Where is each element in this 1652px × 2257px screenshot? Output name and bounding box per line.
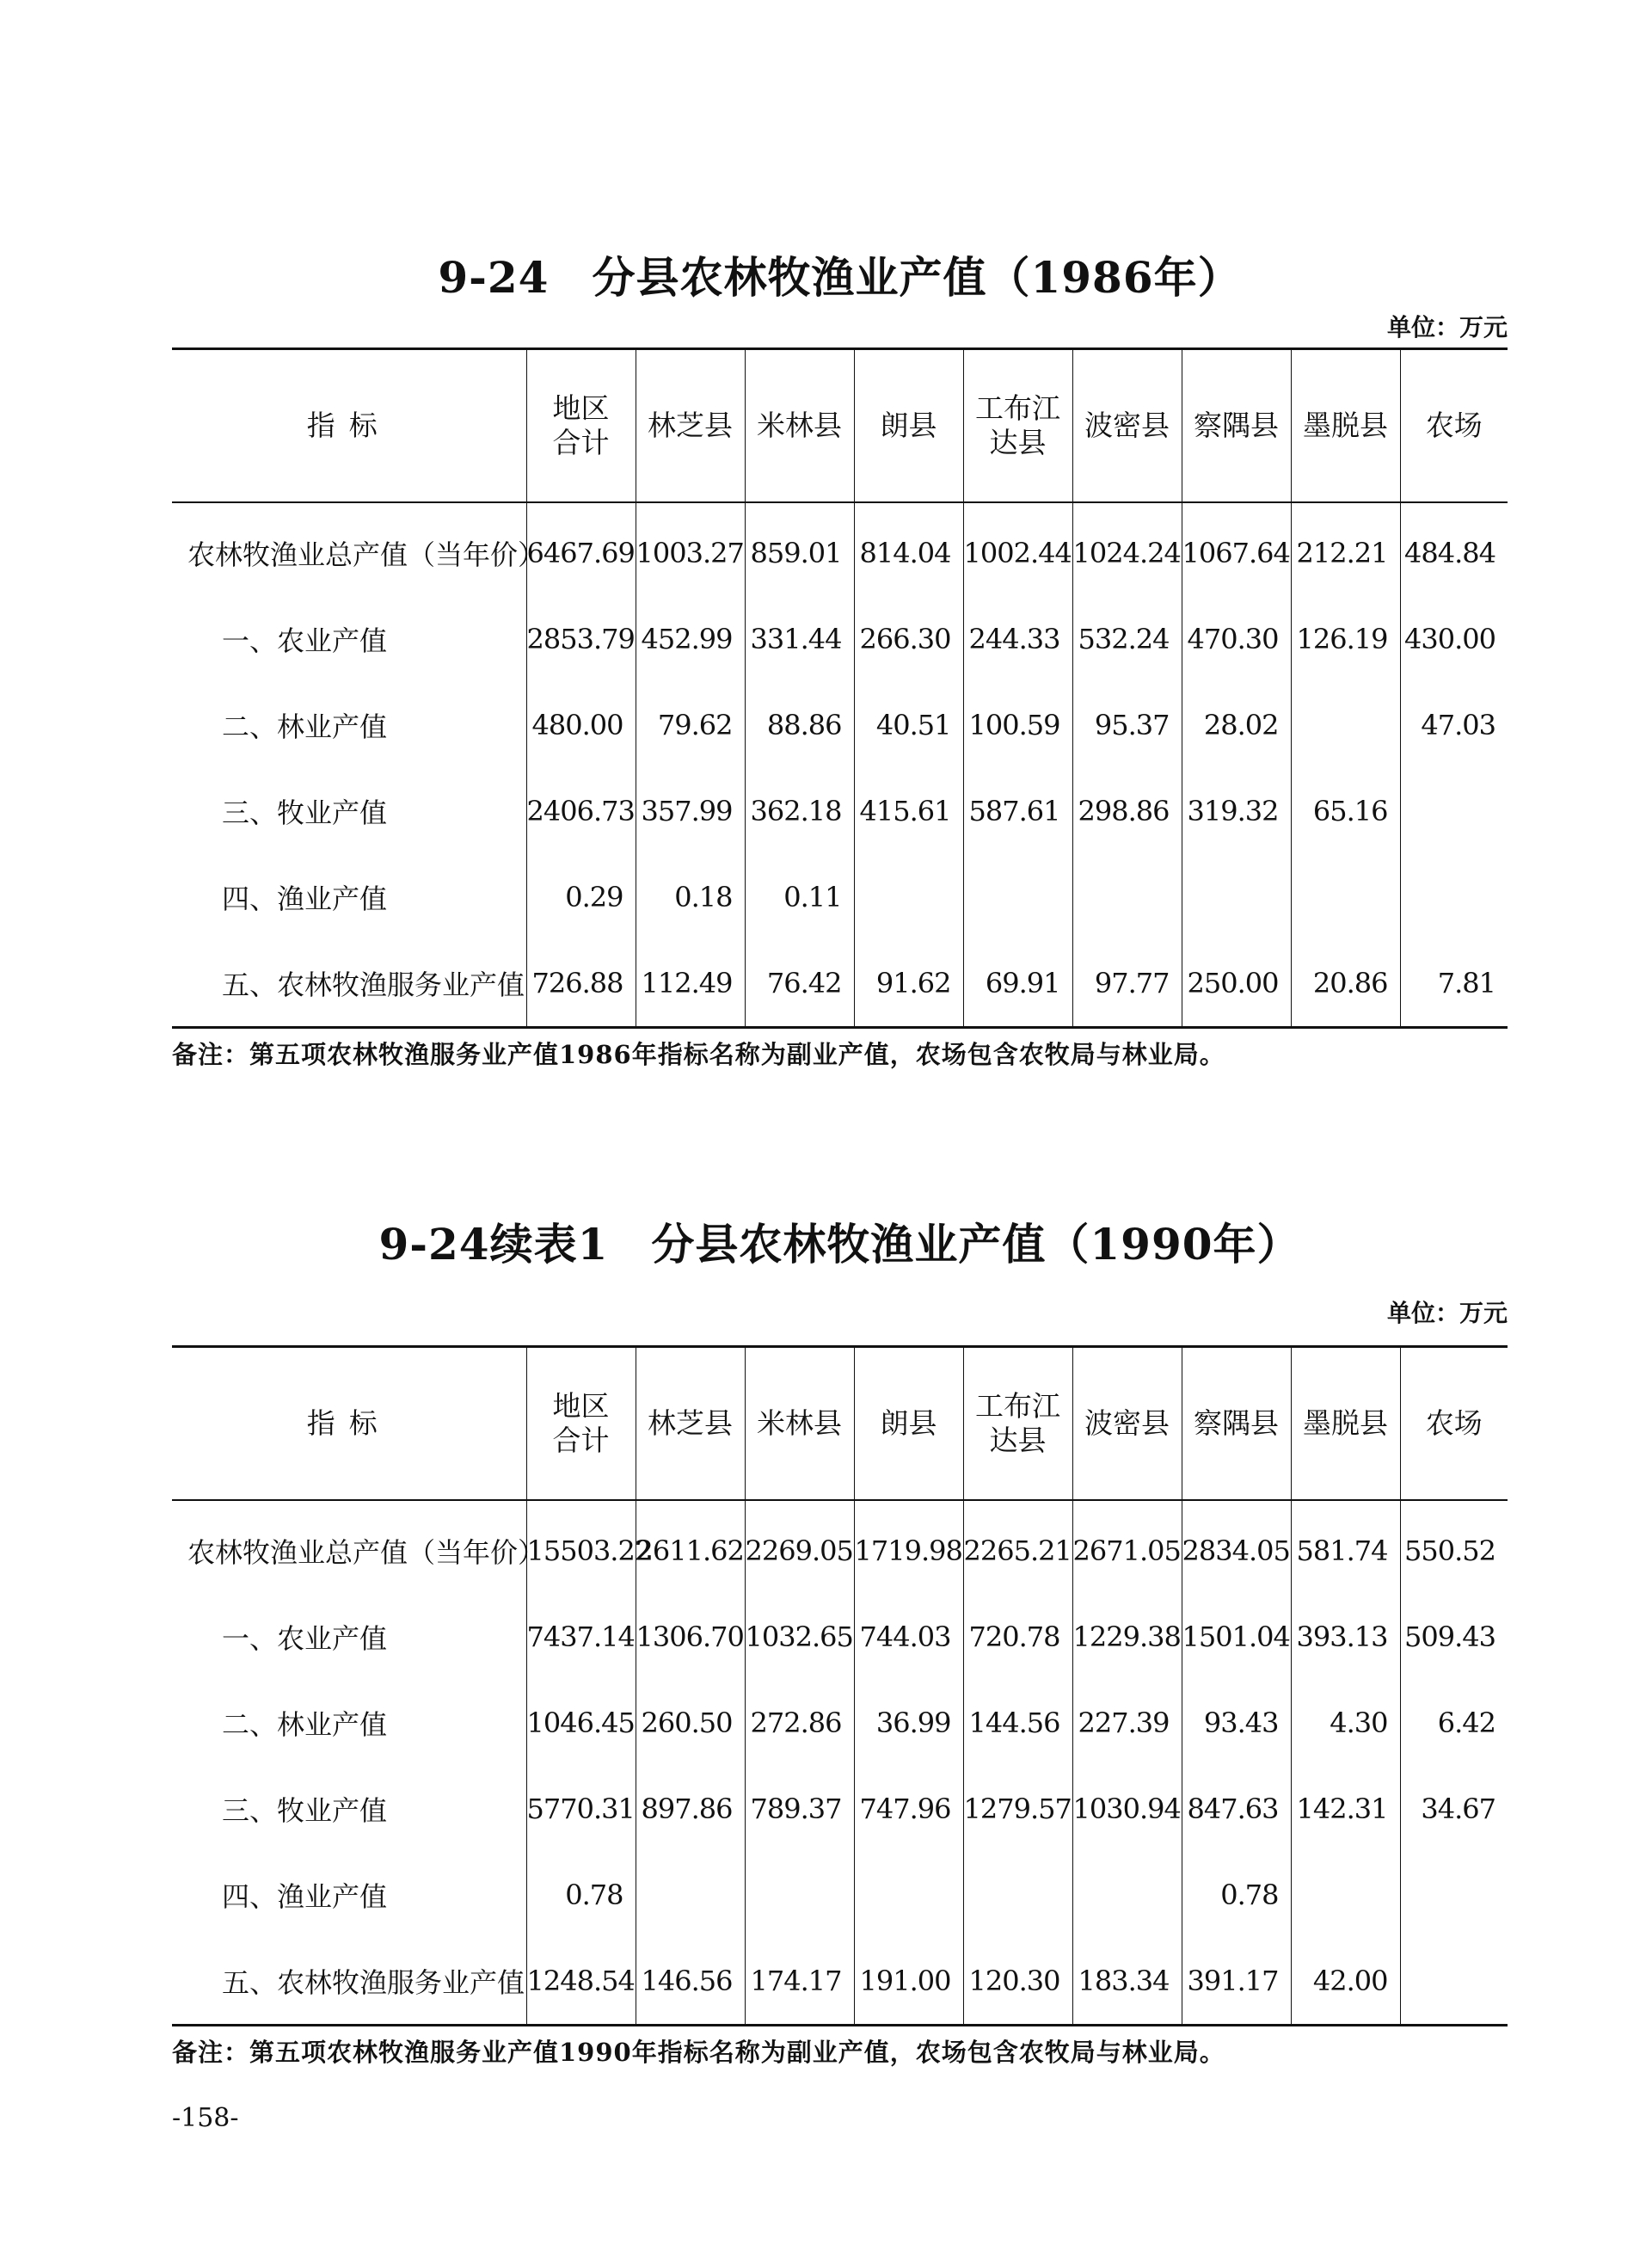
table-row [172, 1852, 1508, 1938]
table-cell: 1248.54 [526, 1938, 636, 2026]
header-col: 工布江 达县 [963, 349, 1072, 503]
row-label: 三、牧业产值 [222, 1794, 388, 1827]
row-label: 五、农林牧渔服务业产值 [222, 1966, 525, 1999]
table-cell: 95.37 [1072, 682, 1182, 768]
table-body [172, 502, 1508, 1028]
unit-label: 单位：万元 [1386, 313, 1508, 341]
table-cell [854, 854, 963, 940]
table-cell: 2671.05 [1072, 1500, 1182, 1594]
table-cell: 42.00 [1291, 1938, 1400, 2026]
table-cell: 40.51 [854, 682, 963, 768]
table-cell: 298.86 [1072, 768, 1182, 854]
row-label: 二、林业产值 [222, 710, 388, 743]
table-cell: 744.03 [854, 1594, 963, 1680]
table-row [172, 854, 1508, 940]
table-cell: 357.99 [636, 768, 745, 854]
header-col: 波密县 [1072, 349, 1182, 503]
row-label: 五、农林牧渔服务业产值 [222, 969, 525, 1001]
header-col: 米林县 [745, 1347, 854, 1501]
table-cell: 1306.70 [636, 1594, 745, 1680]
row-label: 三、牧业产值 [222, 796, 388, 829]
table-cell: 859.01 [745, 502, 854, 596]
table-cell: 470.30 [1182, 596, 1291, 682]
table-cell: 250.00 [1182, 940, 1291, 1028]
header-col: 地区 合计 [526, 1347, 636, 1501]
table-cell: 2265.21 [963, 1500, 1072, 1594]
table-cell: 6467.69 [526, 502, 636, 596]
header-col: 米林县 [745, 349, 854, 503]
header-row [172, 349, 1508, 503]
table-row [172, 682, 1508, 768]
table-cell: 0.18 [636, 854, 745, 940]
table-cell: 6.42 [1400, 1680, 1508, 1766]
row-label: 农林牧渔业总产值（当年价） [187, 538, 546, 571]
table-cell: 415.61 [854, 768, 963, 854]
row-label: 农林牧渔业总产值（当年价） [187, 1536, 546, 1569]
header-col: 朗县 [854, 349, 963, 503]
table-cell: 789.37 [745, 1766, 854, 1852]
table-cell: 1719.98 [854, 1500, 963, 1594]
table-cell: 28.02 [1182, 682, 1291, 768]
row-label: 一、农业产值 [222, 1622, 388, 1655]
table-title [172, 1215, 1508, 1275]
header-indicator: 指标 [172, 349, 526, 503]
unit-label: 单位：万元 [1386, 1299, 1508, 1327]
table-title-text: 分县农林牧渔业产值（1990年） [651, 1219, 1301, 1270]
table-cell: 897.86 [636, 1766, 745, 1852]
table-block-1986 [172, 248, 1508, 1080]
table-cell: 550.52 [1400, 1500, 1508, 1594]
table-cell: 146.56 [636, 1938, 745, 2026]
table-cell: 126.19 [1291, 596, 1400, 682]
table-cell: 720.78 [963, 1594, 1072, 1680]
table-cell: 142.31 [1291, 1766, 1400, 1852]
table-cell [1072, 1852, 1182, 1938]
table-cell: 0.11 [745, 854, 854, 940]
table-cell: 244.33 [963, 596, 1072, 682]
header-col: 墨脱县 [1291, 1347, 1400, 1501]
table-cell: 1501.04 [1182, 1594, 1291, 1680]
table-cell: 5770.31 [526, 1766, 636, 1852]
table-cell: 0.78 [526, 1852, 636, 1938]
table-cell: 120.30 [963, 1938, 1072, 2026]
table-cell: 88.86 [745, 682, 854, 768]
table-cell: 100.59 [963, 682, 1072, 768]
table-row [172, 768, 1508, 854]
table-row [172, 596, 1508, 682]
table-cell: 2269.05 [745, 1500, 854, 1594]
table-cell: 391.17 [1182, 1938, 1291, 2026]
table-cell: 272.86 [745, 1680, 854, 1766]
table-cell: 47.03 [1400, 682, 1508, 768]
header-col: 农场 [1400, 1347, 1508, 1501]
table-number: 9-24续表1 [378, 1219, 609, 1270]
table-cell [1400, 768, 1508, 854]
table-cell: 814.04 [854, 502, 963, 596]
header-col: 墨脱县 [1291, 349, 1400, 503]
page-number: -158- [172, 2103, 239, 2133]
header-indicator: 指标 [172, 1347, 526, 1501]
table-cell: 847.63 [1182, 1766, 1291, 1852]
table-row [172, 1500, 1508, 1594]
data-table [172, 347, 1508, 1029]
table-cell: 480.00 [526, 682, 636, 768]
row-label: 一、农业产值 [222, 624, 388, 657]
table-cell: 1024.24 [1072, 502, 1182, 596]
table-cell: 36.99 [854, 1680, 963, 1766]
header-col: 察隅县 [1182, 349, 1291, 503]
table-cell: 212.21 [1291, 502, 1400, 596]
table-cell: 509.43 [1400, 1594, 1508, 1680]
row-label: 四、渔业产值 [222, 1880, 388, 1913]
row-label: 四、渔业产值 [222, 883, 388, 915]
table-cell: 1003.27 [636, 502, 745, 596]
table-row [172, 1680, 1508, 1766]
table-cell: 144.56 [963, 1680, 1072, 1766]
table-cell: 76.42 [745, 940, 854, 1028]
table-cell [1182, 854, 1291, 940]
table-cell: 1030.94 [1072, 1766, 1182, 1852]
table-cell: 20.86 [1291, 940, 1400, 1028]
header-col: 波密县 [1072, 1347, 1182, 1501]
header-col: 林芝县 [636, 349, 745, 503]
table-cell: 97.77 [1072, 940, 1182, 1028]
table-cell [745, 1852, 854, 1938]
table-cell: 15503.22 [526, 1500, 636, 1594]
table-cell: 4.30 [1291, 1680, 1400, 1766]
table-cell: 319.32 [1182, 768, 1291, 854]
table-title-text: 分县农林牧渔业产值（1986年） [592, 252, 1242, 303]
table-cell: 581.74 [1291, 1500, 1400, 1594]
data-table [172, 1345, 1508, 2026]
header-col: 察隅县 [1182, 1347, 1291, 1501]
table-cell: 227.39 [1072, 1680, 1182, 1766]
table-number: 9-24 [438, 252, 550, 303]
table-row [172, 1594, 1508, 1680]
table-cell: 1046.45 [526, 1680, 636, 1766]
header-col: 朗县 [854, 1347, 963, 1501]
table-cell: 362.18 [745, 768, 854, 854]
table-row [172, 1766, 1508, 1852]
table-cell: 532.24 [1072, 596, 1182, 682]
table-note: 备注：第五项农林牧渔服务业产值1986年指标名称为副业产值，农场包含农牧局与林业局。 [172, 1040, 1225, 1069]
table-cell [1400, 1852, 1508, 1938]
table-cell: 69.91 [963, 940, 1072, 1028]
table-cell: 93.43 [1182, 1680, 1291, 1766]
table-cell: 91.62 [854, 940, 963, 1028]
table-cell: 0.78 [1182, 1852, 1291, 1938]
table-cell [1291, 854, 1400, 940]
table-cell: 7437.14 [526, 1594, 636, 1680]
table-cell [963, 854, 1072, 940]
table-cell: 1229.38 [1072, 1594, 1182, 1680]
table-cell: 1067.64 [1182, 502, 1291, 596]
table-block-1990 [172, 1215, 1508, 2078]
table-cell: 174.17 [745, 1938, 854, 2026]
table-cell: 726.88 [526, 940, 636, 1028]
table-cell: 1279.57 [963, 1766, 1072, 1852]
table-cell: 484.84 [1400, 502, 1508, 596]
table-cell: 0.29 [526, 854, 636, 940]
table-cell: 260.50 [636, 1680, 745, 1766]
table-title [172, 248, 1508, 308]
table-cell: 191.00 [854, 1938, 963, 2026]
table-row [172, 940, 1508, 1028]
header-col: 林芝县 [636, 1347, 745, 1501]
table-cell: 430.00 [1400, 596, 1508, 682]
header-col: 工布江 达县 [963, 1347, 1072, 1501]
table-cell: 65.16 [1291, 768, 1400, 854]
table-cell: 2853.79 [526, 596, 636, 682]
table-note: 备注：第五项农林牧渔服务业产值1990年指标名称为副业产值，农场包含农牧局与林业局。 [172, 2038, 1225, 2067]
table-cell: 1002.44 [963, 502, 1072, 596]
table-cell: 7.81 [1400, 940, 1508, 1028]
table-cell: 2834.05 [1182, 1500, 1291, 1594]
header-col: 农场 [1400, 349, 1508, 503]
table-row [172, 1938, 1508, 2026]
table-body [172, 1500, 1508, 2026]
table-cell: 2406.73 [526, 768, 636, 854]
table-cell: 34.67 [1400, 1766, 1508, 1852]
row-label: 二、林业产值 [222, 1708, 388, 1741]
table-cell: 79.62 [636, 682, 745, 768]
table-cell: 393.13 [1291, 1594, 1400, 1680]
table-cell [1291, 682, 1400, 768]
table-cell [1400, 854, 1508, 940]
table-cell: 587.61 [963, 768, 1072, 854]
table-cell [1291, 1852, 1400, 1938]
table-cell: 2611.62 [636, 1500, 745, 1594]
table-cell: 112.49 [636, 940, 745, 1028]
table-cell: 266.30 [854, 596, 963, 682]
table-cell [636, 1852, 745, 1938]
table-row [172, 502, 1508, 596]
table-cell [1072, 854, 1182, 940]
table-cell: 183.34 [1072, 1938, 1182, 2026]
table-cell: 1032.65 [745, 1594, 854, 1680]
header-row [172, 1347, 1508, 1501]
table-cell [1400, 1938, 1508, 2026]
table-cell: 331.44 [745, 596, 854, 682]
header-col: 地区 合计 [526, 349, 636, 503]
table-cell: 747.96 [854, 1766, 963, 1852]
table-cell: 452.99 [636, 596, 745, 682]
table-cell [963, 1852, 1072, 1938]
table-cell [854, 1852, 963, 1938]
